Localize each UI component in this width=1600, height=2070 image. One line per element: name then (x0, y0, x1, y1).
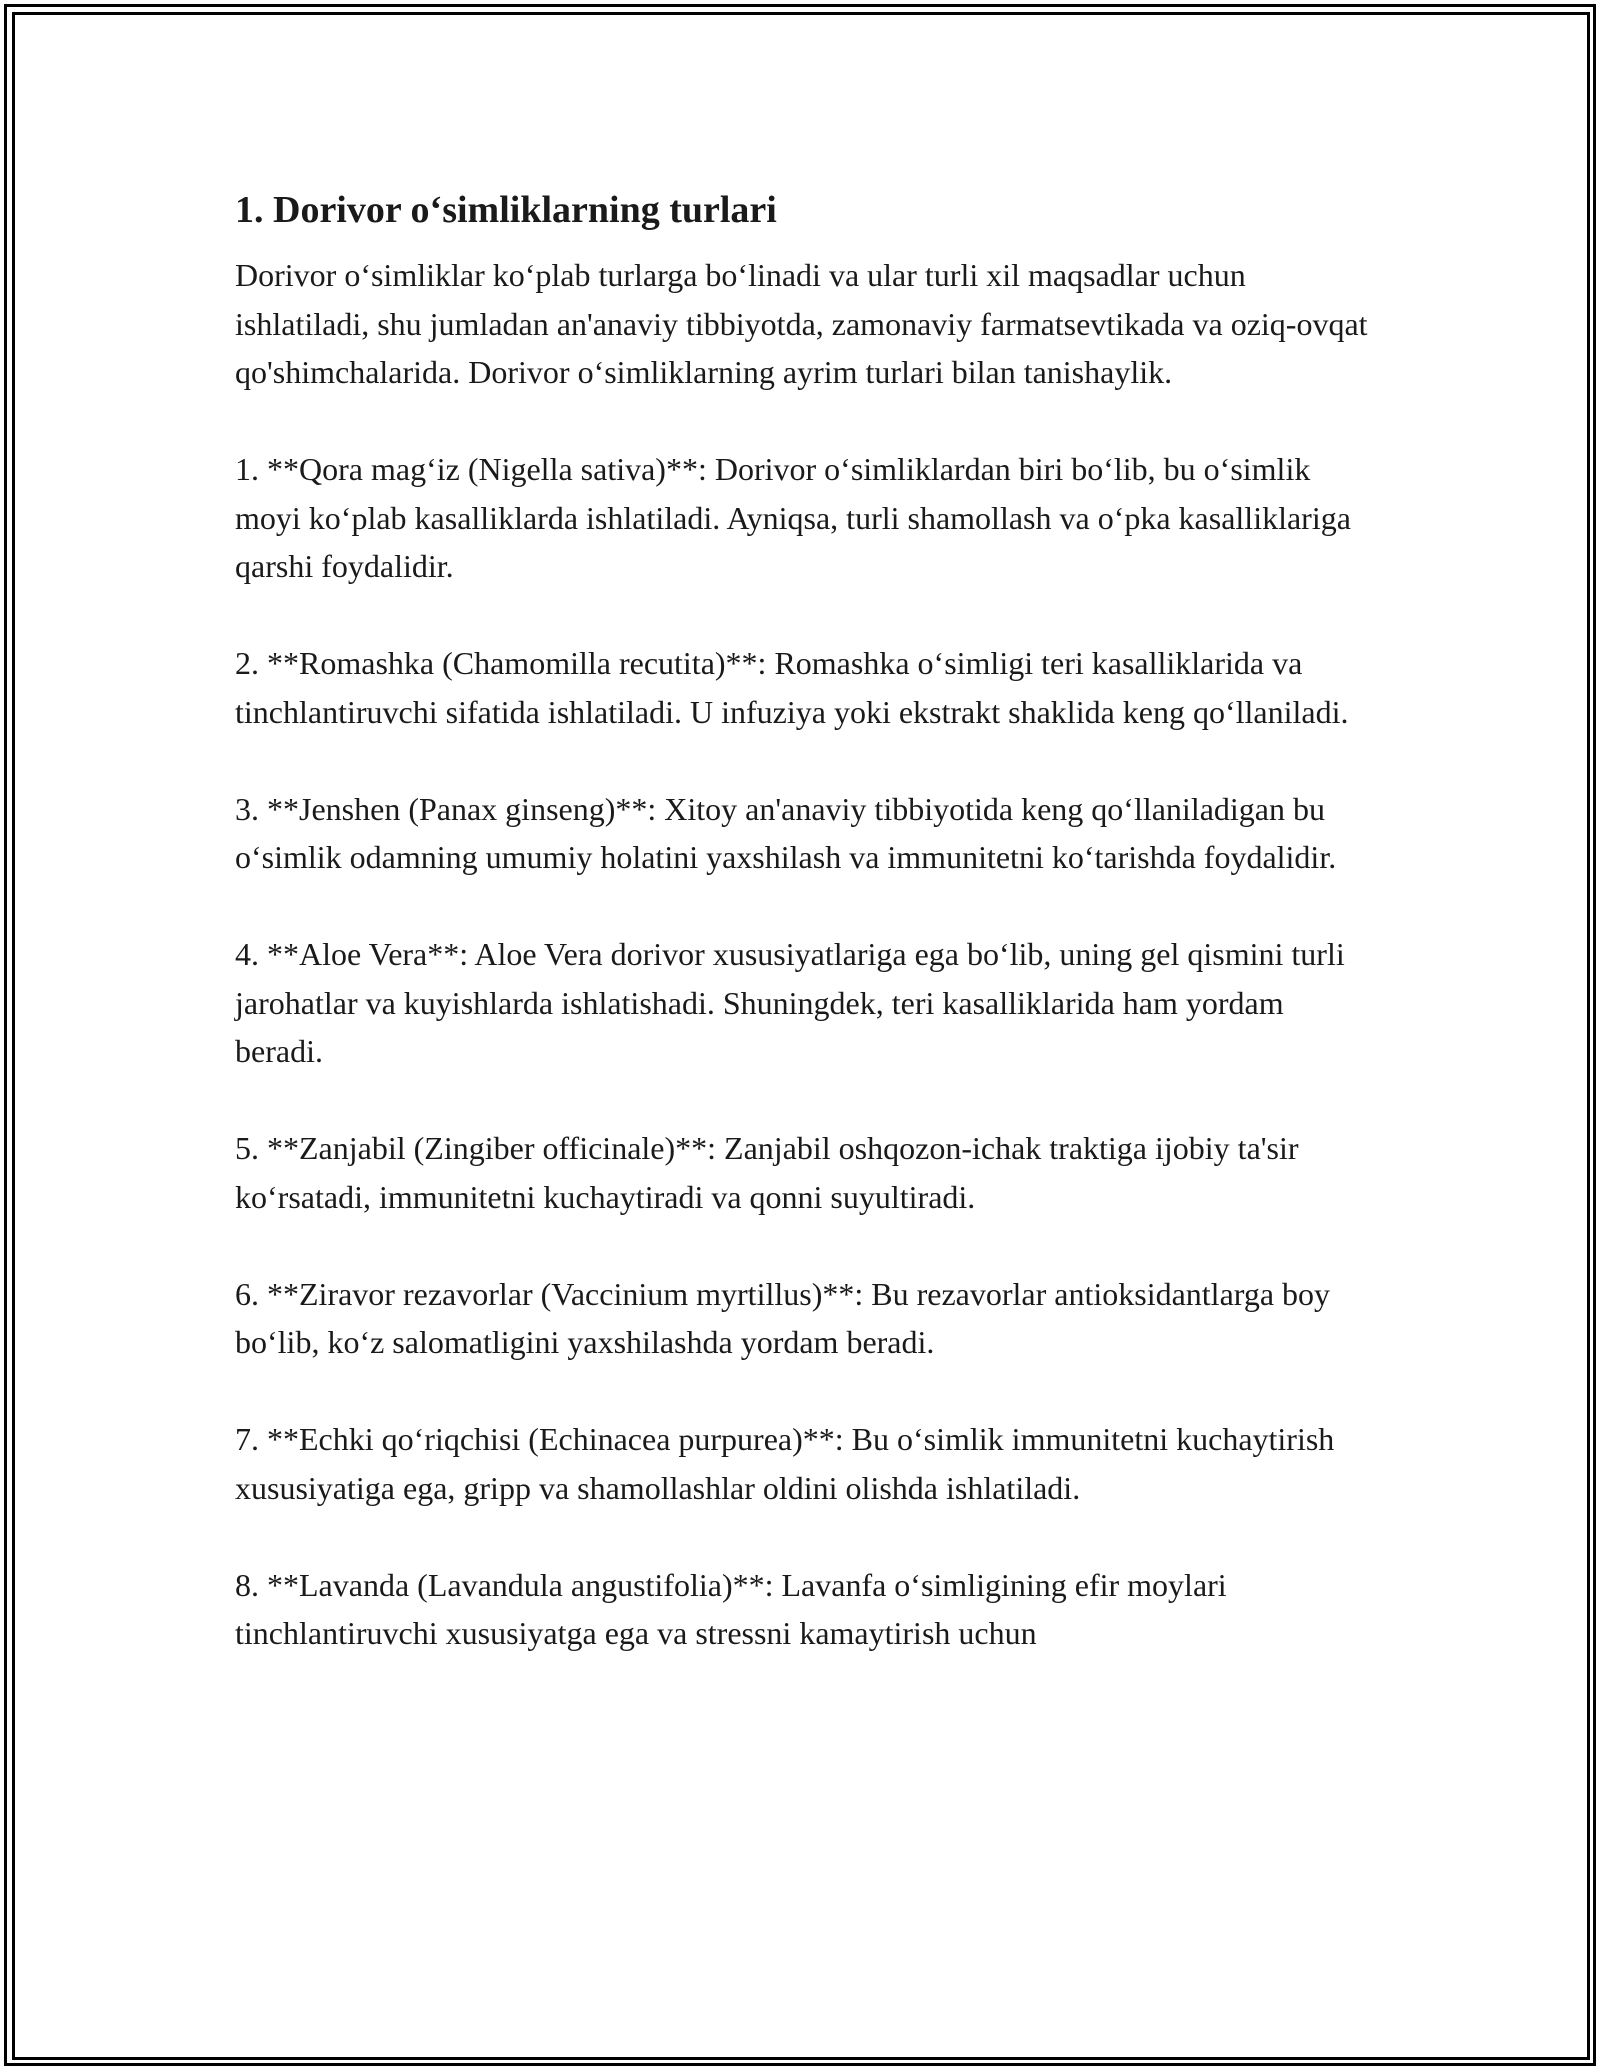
intro-paragraph: Dorivor o‘simliklar ko‘plab turlarga bo‘linadi va ular turli xil maqsadlar uchun ishlatiladi, shu jumladan an'anaviy tibbiyotda, zamonaviy farmatsevtikada va oziq-ovqat qo'shimchalarida. Dorivor o‘simliklarning ayrim turlari bilan tanishaylik. (235, 257, 1368, 390)
list-item-jenshen: 3. **Jenshen (Panax ginseng)**: Xitoy an'anaviy tibbiyotida keng qo‘llaniladigan bu o‘simlik odamning umumiy holatini yaxshilash va immunitetni ko‘tarishda foydalidir. (235, 790, 1337, 875)
document-body (235, 185, 1375, 1706)
list-item-zanjabil: 5. **Zanjabil (Zingiber officinale)**: Zanjabil oshqozon-ichak traktiga ijobiy ta'sir ko‘rsatadi, immunitetni kuchaytiradi va qonni suyultiradi. (235, 1130, 1299, 1215)
list-item-lavanda: 8. **Lavanda (Lavandula angustifolia)**: Lavanfa o‘simligining efir moylari tinchlantiruvchi xususiyatga ega va stressni kamaytirish uchun (235, 1566, 1227, 1651)
list-item-echinacea: 7. **Echki qo‘riqchisi (Echinacea purpurea)**: Bu o‘simlik immunitetni kuchaytirish xususiyatiga ega, gripp va shamollashlar oldini olishda ishlatiladi. (235, 1421, 1335, 1506)
list-item-aloe-vera: 4. **Aloe Vera**: Aloe Vera dorivor xususiyatlariga ega bo‘lib, uning gel qismini turli jarohatlar va kuyishlarda ishlatishadi. Shuningdek, teri kasalliklarida ham yordam beradi. (235, 936, 1345, 1069)
section-heading: 1. Dorivor o‘simliklarning turlari (235, 189, 777, 231)
list-item-ziravor-rezavorlar: 6. **Ziravor rezavorlar (Vaccinium myrtillus)**: Bu rezavorlar antioksidantlarga boy bo‘lib, ko‘z salomatligini yaxshilashda yordam beradi. (235, 1275, 1331, 1360)
list-item-romashka: 2. **Romashka (Chamomilla recutita)**: Romashka o‘simligi teri kasalliklarida va tinchlantiruvchi sifatida ishlatiladi. U infuziya yoki ekstrakt shaklida keng qo‘llaniladi. (235, 645, 1349, 730)
list-item-nigella-sativa: 1. **Qora mag‘iz (Nigella sativa)**: Dorivor o‘simliklardan biri bo‘lib, bu o‘simlik moyi ko‘plab kasalliklarda ishlatiladi. Ayniqsa, turli shamollash va o‘pka kasalliklariga qarshi foydalidir. (235, 451, 1351, 584)
